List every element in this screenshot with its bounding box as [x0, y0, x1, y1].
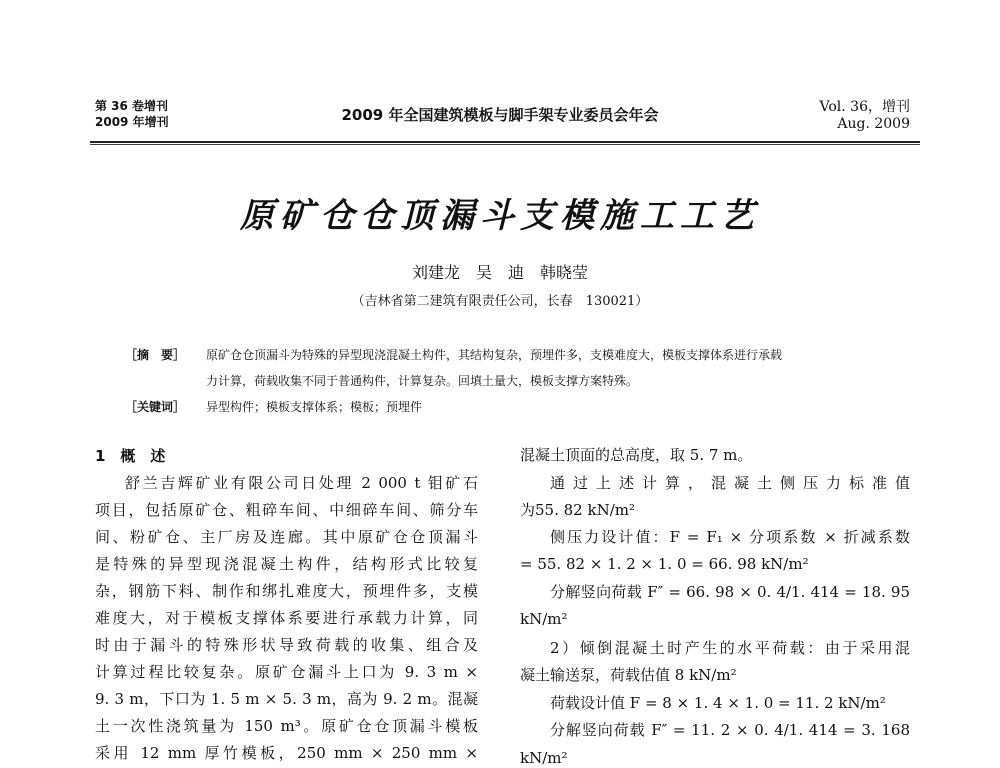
- body-line: 分解竖向荷载 F″ = 11. 2 × 0. 4/1. 414 = 3. 168: [550, 721, 910, 739]
- body-line: 舒兰吉辉矿业有限公司日处理 2 000 t 钼矿石: [125, 474, 478, 492]
- body-line: 混凝土顶面的总高度，取 5. 7 m。: [520, 446, 753, 464]
- body-line: = 55. 82 × 1. 2 × 1. 0 = 66. 98 kN/m²: [520, 555, 809, 573]
- journal-volume: 第 36 卷增刊: [95, 99, 169, 113]
- body-line: 杂，钢筋下料、制作和绑扎难度大，预埋件多，支模: [95, 582, 478, 600]
- body-line: 土一次性浇筑量为 150 m³。原矿仓仓顶漏斗模板: [95, 717, 478, 735]
- body-line: 采用 12 mm 厚竹模板，250 mm × 250 mm ×: [95, 744, 478, 762]
- authors: 刘建龙 吴 迪 韩晓莹: [411, 263, 588, 282]
- body-line: kN/m²: [520, 610, 568, 628]
- body-line: kN/m²: [520, 749, 568, 767]
- body-line: 2）倾倒混凝土时产生的水平荷载：由于采用混: [550, 639, 910, 657]
- body-line: 分解竖向荷载 F″ = 66. 98 × 0. 4/1. 414 = 18. 95: [550, 583, 910, 601]
- journal-year: 2009 年增刊: [95, 115, 169, 129]
- body-line: 荷载设计值 F = 8 × 1. 4 × 1. 0 = 11. 2 kN/m²: [550, 694, 886, 712]
- abstract-line: 力计算，荷载收集不同于普通构件，计算复杂。回填土量大，模板支撑方案特殊。: [206, 374, 639, 388]
- conference-name: 2009 年全国建筑模板与脚手架专业委员会年会: [341, 106, 659, 124]
- body-line: 凝土输送泵，荷载估值 8 kN/m²: [520, 666, 737, 684]
- body-line: 侧压力设计值：F = F₁ × 分项系数 × 折减系数: [550, 528, 910, 546]
- header-rule: [90, 141, 920, 143]
- body-line: 难度大，对于模板支撑体系要进行承载力计算，同: [95, 609, 478, 627]
- body-line: 时由于漏斗的特殊形状导致荷载的收集、组合及: [95, 636, 478, 654]
- body-line: 为55. 82 kN/m²: [520, 501, 635, 519]
- keywords-label: ［关键词］: [125, 400, 186, 414]
- section-heading: 1 概 述: [95, 447, 166, 465]
- abstract-line: 原矿仓仓顶漏斗为特殊的异型现浇混凝土构件，其结构复杂，预埋件多，支模难度大，模板支撑体系进行承载: [206, 348, 783, 362]
- abstract-label: ［摘 要］: [125, 348, 186, 362]
- volume-info: Vol. 36，增刊: [819, 99, 910, 115]
- body-line: 项目，包括原矿仓、粗碎车间、中细碎车间、筛分车: [95, 501, 478, 519]
- keywords: 异型构件；模板支撑体系；模板；预埋件: [206, 400, 423, 414]
- body-line: 间、粉矿仓、主厂房及连廊。其中原矿仓仓顶漏斗: [95, 528, 478, 546]
- issue-date: Aug. 2009: [837, 116, 910, 132]
- body-line: 是特殊的异型现浇混凝土构件，结构形式比较复: [95, 555, 478, 573]
- header-rule-thin: [90, 144, 920, 145]
- body-line: 计算过程比较复杂。原矿仓漏斗上口为 9. 3 m ×: [95, 663, 478, 681]
- paper-title: 原矿仓仓顶漏斗支模施工工艺: [240, 196, 760, 236]
- affiliation: （吉林省第二建筑有限责任公司，长春 130021）: [351, 294, 649, 309]
- body-line: 通过上述计算，混凝土侧压力标准值: [550, 474, 910, 492]
- body-line: 9. 3 m，下口为 1. 5 m × 5. 3 m，高为 9. 2 m。混凝: [95, 690, 478, 708]
